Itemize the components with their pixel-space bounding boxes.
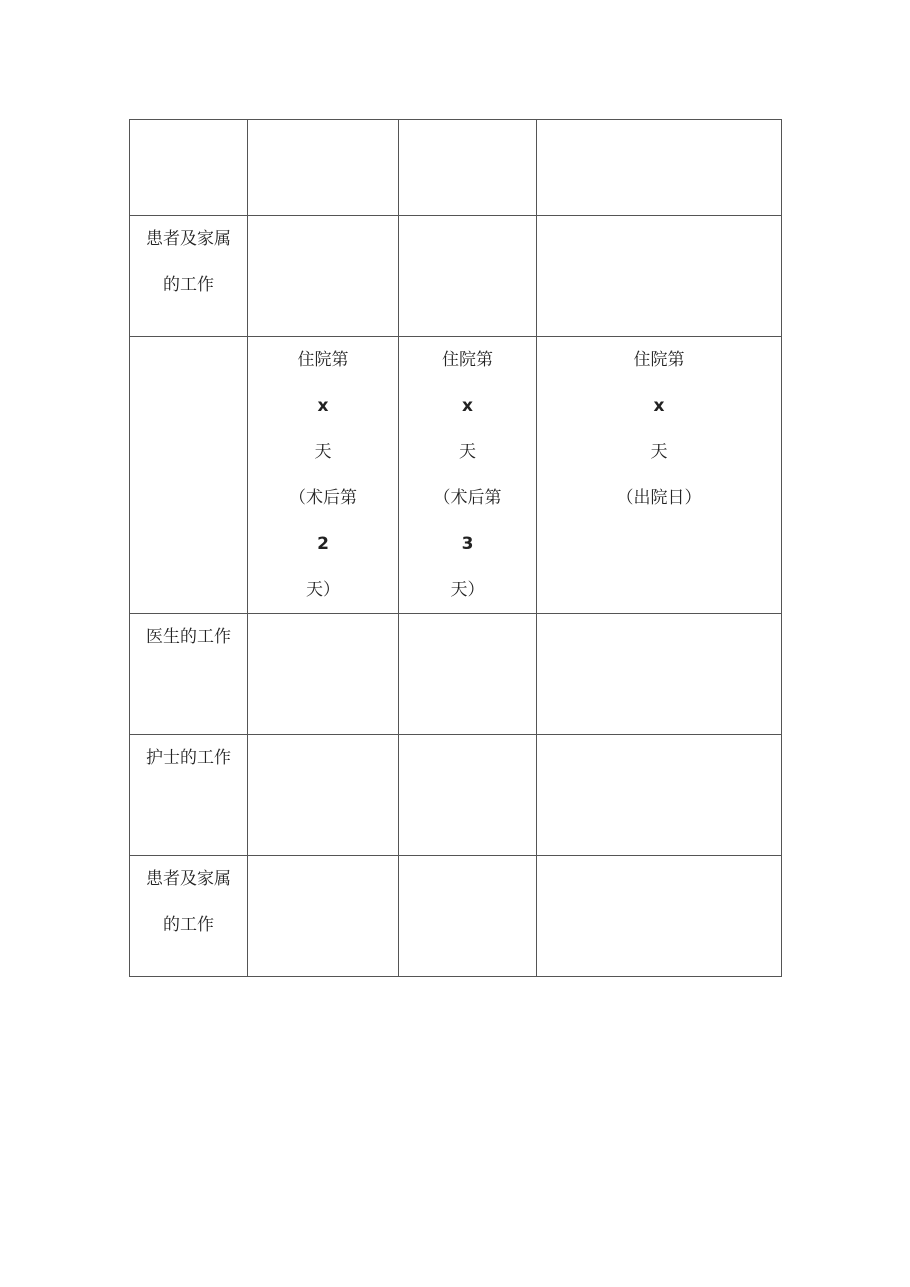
table-cell: [248, 735, 399, 856]
table-cell: [399, 120, 537, 216]
table-cell: [248, 216, 399, 337]
table-row: [130, 856, 782, 977]
day-header-line: 住院第 x 天: [633, 350, 685, 462]
table-cell: [399, 735, 537, 856]
day-header-line: 住院第 x 天: [442, 350, 493, 462]
table-cell: [248, 614, 399, 735]
day-header-subline: （术后第 3 天）: [433, 488, 502, 600]
table-row: [130, 120, 782, 216]
day-header-subline: （术后第 2 天）: [289, 488, 357, 600]
row-label-line: 患者及家属: [146, 229, 231, 249]
row-label-cell: [130, 216, 248, 337]
table-row: [130, 735, 782, 856]
row-label-line: 医生的工作: [146, 627, 231, 647]
day-header-cell: [399, 337, 537, 614]
row-label-cell: [130, 120, 248, 216]
table-cell: [537, 735, 782, 856]
table-row: [130, 216, 782, 337]
row-label-cell: [130, 614, 248, 735]
table-cell: [399, 216, 537, 337]
table-cell: [248, 120, 399, 216]
row-label-cell: [130, 735, 248, 856]
day-header-cell: [248, 337, 399, 614]
day-header-cell: [537, 337, 782, 614]
day-header-subline: （出院日）: [616, 488, 702, 508]
table-cell: [537, 856, 782, 977]
table-cell: [399, 856, 537, 977]
row-label-line: 护士的工作: [146, 748, 231, 768]
row-label-cell: [130, 856, 248, 977]
table-cell: [248, 856, 399, 977]
row-label-cell: [130, 337, 248, 614]
day-header-line: 住院第 x 天: [297, 350, 349, 462]
table-row: [130, 614, 782, 735]
table-row: [130, 337, 782, 614]
row-label-line: 的工作: [163, 275, 214, 295]
row-label-line: 患者及家属: [146, 869, 231, 889]
row-label-line: 的工作: [163, 915, 214, 935]
table-cell: [537, 614, 782, 735]
table-cell: [537, 216, 782, 337]
table-cell: [537, 120, 782, 216]
table-cell: [399, 614, 537, 735]
clinical-pathway-table: [129, 119, 782, 977]
